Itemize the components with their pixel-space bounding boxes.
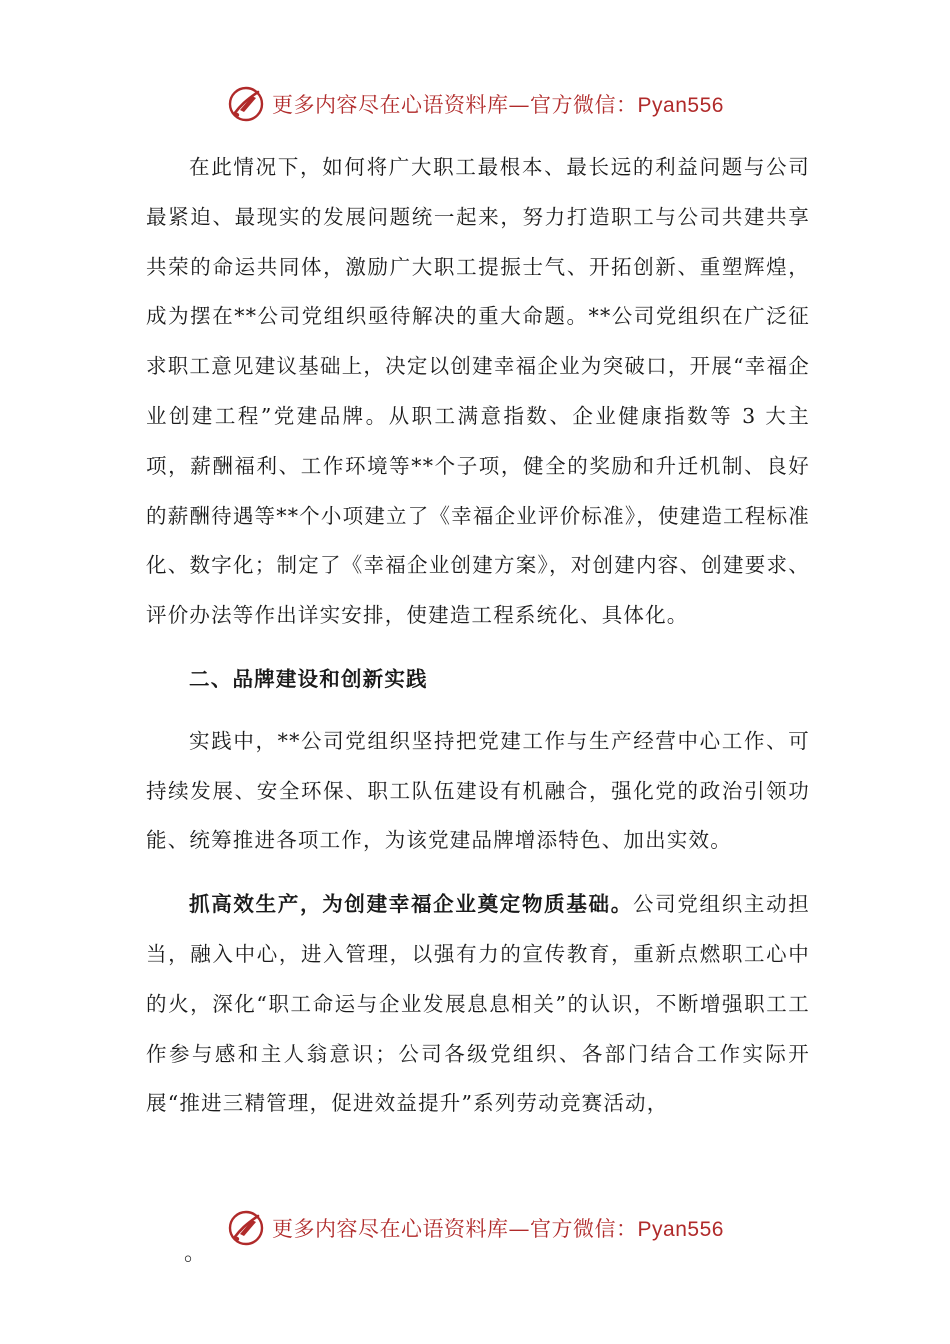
watermark-banner-bottom xyxy=(0,1206,950,1250)
section-heading: 二、品牌建设和创新实践 xyxy=(189,666,428,691)
trailing-punctuation: 。 xyxy=(184,1241,207,1266)
watermark-title: 更多内容尽在心语资料库 xyxy=(272,93,509,117)
watermark-wechat-id: Pyan556 xyxy=(637,1218,724,1241)
document-body xyxy=(146,143,810,1129)
paragraph-3 xyxy=(146,880,810,1129)
paragraph-2: 实践中，**公司党组织坚持把党建工作与生产经营中心工作、可持续发展、安全环保、职工队伍建设有机融合，强化党的政治引领功能、统筹推进各项工作，为该党建品牌增添特色、加出实效。 xyxy=(146,728,810,853)
paragraph-3-body: 公司党组织主动担当，融入中心，进入管理，以强有力的宣传教育，重新点燃职工心中的火，深化“职工命运与企业发展息息相关”的认识，不断增强职工工作参与感和主人翁意识；公司各级党组织、各部门结合工作实际开展“推进三精管理，促进效益提升”系列劳动竞赛活动， xyxy=(146,892,810,1116)
watermark-text xyxy=(272,1213,724,1243)
watermark-dash: — xyxy=(508,1217,531,1241)
paragraph-1: 在此情况下，如何将广大职工最根本、最长远的利益问题与公司最紧迫、最现实的发展问题统一起来，努力打造职工与公司共建共享共荣的命运共同体，激励广大职工提振士气、开拓创新、重塑辉煌，成为摆在**公司党组织亟待解决的重大命题。**公司党组织在广泛征求职工意见建议基础上，决定以创建幸福企业为突破口，开展“幸福企业创建工程”党建品牌。从职工满意指数、企业健康指数等 3 大主项，薪酬福利、工作环境等**个子项，健全的奖励和升迁机制、良好的薪酬待遇等**个小项建立了《幸福企业评价标准》，使建造工程标准化、数字化；制定了《幸福企业创建方案》，对创建内容、创建要求、评价办法等作出详实安排，使建造工程系统化、具体化。 xyxy=(146,155,810,628)
paragraph-3-lead: 抓高效生产，为创建幸福企业奠定物质基础。 xyxy=(189,892,633,917)
watermark-wechat-id: Pyan556 xyxy=(637,94,724,117)
watermark-dash: — xyxy=(508,93,531,117)
pen-logo-icon xyxy=(226,84,266,124)
watermark-title: 更多内容尽在心语资料库 xyxy=(272,1217,509,1241)
pen-logo-icon xyxy=(226,1208,266,1248)
watermark-banner-top xyxy=(0,82,950,126)
watermark-text xyxy=(272,89,724,119)
watermark-wechat-label: 官方微信： xyxy=(530,93,638,117)
watermark-wechat-label: 官方微信： xyxy=(530,1217,638,1241)
